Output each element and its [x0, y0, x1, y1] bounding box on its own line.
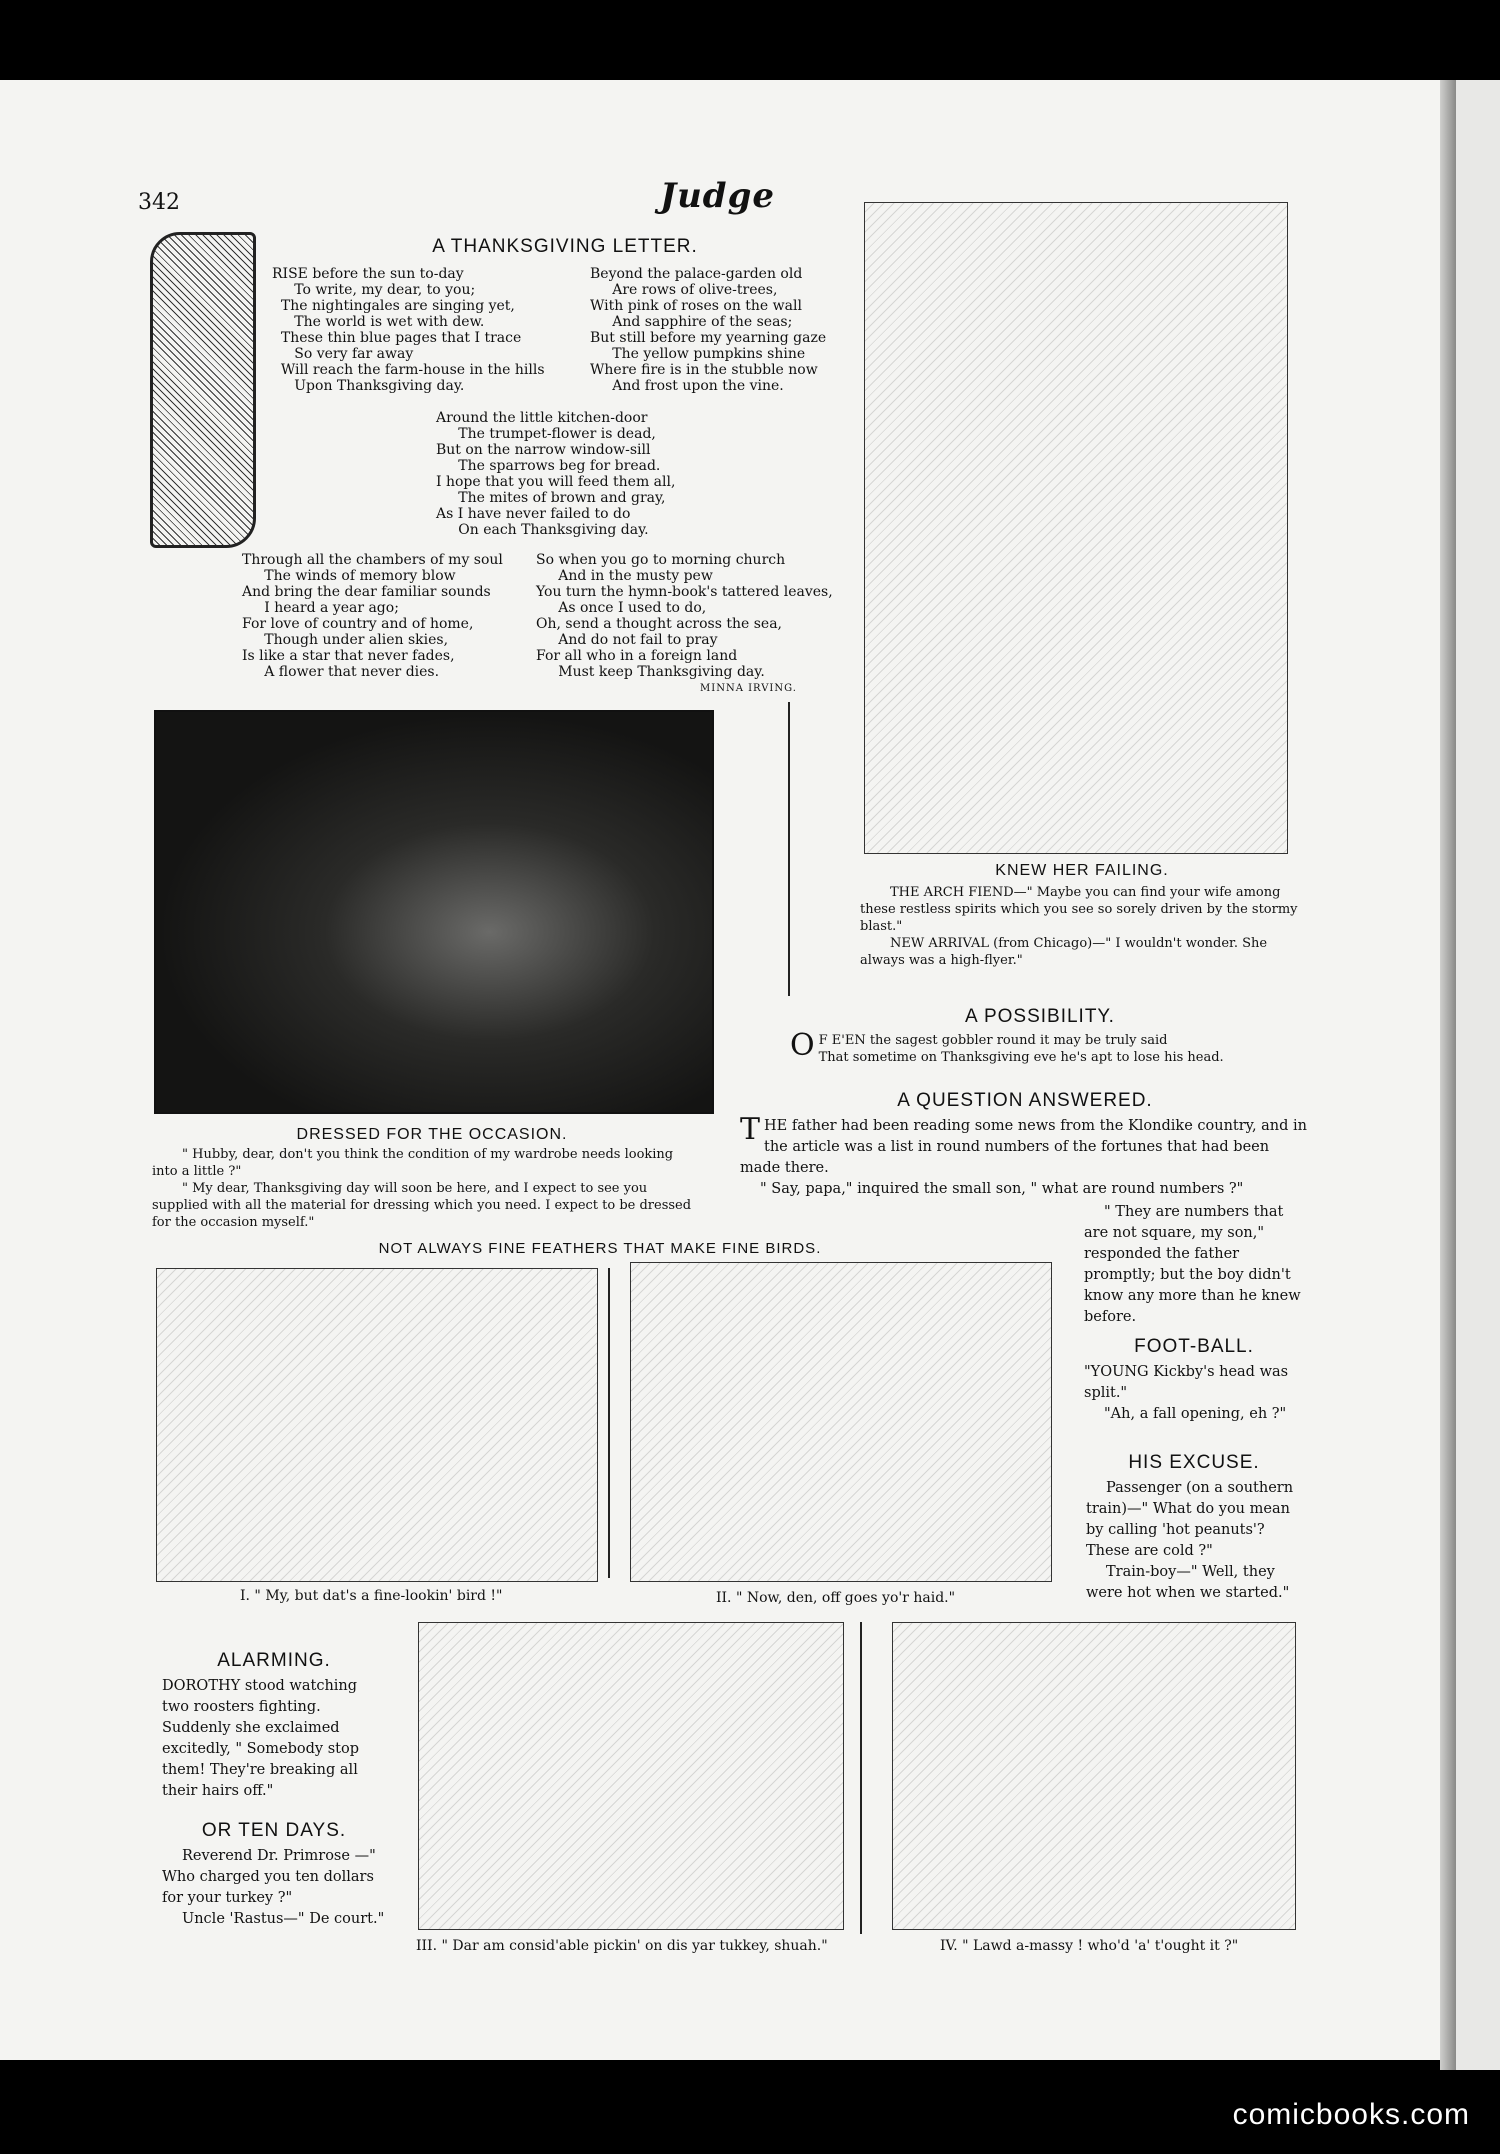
- football-text: [1084, 1362, 1312, 1425]
- knew-her-failing-text: [860, 884, 1306, 969]
- masthead: Judge: [660, 176, 775, 216]
- comic-caption-3: III. " Dar am consid'able pickin' on dis yar tukkey, shuah.": [416, 1938, 828, 1954]
- excuse-title: HIS EXCUSE.: [1128, 1452, 1260, 1473]
- dressed-title: DRESSED FOR THE OCCASION.: [296, 1126, 568, 1143]
- possibility-line-2: That sometime on Thanksgiving eve he's apt to lose his head.: [818, 1050, 1224, 1065]
- turkey-painting: [154, 710, 714, 1114]
- comic-panel-1: [156, 1268, 598, 1582]
- poem-stanza-1: RISE before the sun to-day To write, my dear, to you; The nightingales are singing yet, The world is wet with dew. These thin blue pages that I trace So very far away Will reach the farm-house in the hills Upon Thanksgiving day.: [272, 266, 545, 394]
- next-page-strip: [1456, 80, 1500, 2070]
- possibility-text: [790, 1028, 1310, 1066]
- fine-feathers-title: NOT ALWAYS FINE FEATHERS THAT MAKE FINE BIRDS.: [378, 1240, 822, 1257]
- comic-panel-4: [892, 1622, 1296, 1930]
- ten-days-text: [162, 1846, 386, 1930]
- page-edge: [1440, 80, 1456, 2070]
- arch-fiend-illustration: [864, 202, 1288, 854]
- question-para-1: HE father had been reading some news from the Klondike country, and in the article was a list in round numbers of the fortunes that had been made there.: [740, 1118, 1308, 1176]
- football-line-2: "Ah, a fall opening, eh ?": [1104, 1406, 1287, 1422]
- comic-panel-3: [418, 1622, 844, 1930]
- dressed-line-1: " Hubby, dear, don't you think the condition of my wardrobe needs looking into a little ?": [152, 1147, 674, 1179]
- question-text: [740, 1112, 1308, 1200]
- question-para-2: " Say, papa," inquired the small son, " what are round numbers ?": [760, 1181, 1244, 1197]
- poem-stanza-3: Around the little kitchen-door The trumpet-flower is dead, But on the narrow window-sill The sparrows beg for bread. I hope that you will feed them all, The mites of brown and gray, As I have never failed to do On each Thanksgiving day.: [436, 410, 676, 538]
- question-initial: T: [740, 1112, 761, 1147]
- ten-days-line-1: Reverend Dr. Primrose —" Who charged you ten dollars for your turkey ?": [162, 1848, 376, 1906]
- excuse-text: [1086, 1478, 1312, 1604]
- question-title: A QUESTION ANSWERED.: [897, 1090, 1153, 1111]
- possibility-line-1: F E'EN the sagest gobbler round it may be truly said: [818, 1033, 1168, 1048]
- comic-caption-4: IV. " Lawd a-massy ! who'd 'a' t'ought it ?": [940, 1938, 1239, 1954]
- page-number: 342: [138, 190, 180, 215]
- football-line-1: "YOUNG Kickby's head was split.": [1084, 1364, 1289, 1401]
- question-para-3: " They are numbers that are not square, my son," responded the father promptly; but the boy didn't know any more than he knew before.: [1084, 1204, 1301, 1325]
- possibility-initial: O: [790, 1028, 815, 1063]
- football-title: FOOT-BALL.: [1134, 1336, 1254, 1357]
- poem-stanza-2: Beyond the palace-garden old Are rows of olive-trees, With pink of roses on the wall And sapphire of the seas; But still before my yearning gaze The yellow pumpkins shine Where fire is in the stubble now And frost upon the vine.: [590, 266, 827, 394]
- poem-author: MINNA IRVING.: [700, 683, 797, 694]
- excuse-line-2: Train-boy—" Well, they were hot when we started.": [1086, 1564, 1290, 1601]
- knew-her-failing-line-2: NEW ARRIVAL (from Chicago)—" I wouldn't wonder. She always was a high-flyer.": [860, 936, 1268, 968]
- comic-panel-2: [630, 1262, 1052, 1582]
- thanksgiving-letter-title: A THANKSGIVING LETTER.: [432, 236, 698, 257]
- dressed-line-2: " My dear, Thanksgiving day will soon be here, and I expect to see you supplied with all the material for dressing which you need. I expect to be dressed for the occasion myself.": [152, 1181, 692, 1230]
- ten-days-title: OR TEN DAYS.: [201, 1820, 347, 1841]
- poem-stanza-5: So when you go to morning church And in the musty pew You turn the hymn-book's tattered leaves, As once I used to do, Oh, send a thought across the sea, And do not fail to pray For all who in a foreign land Must keep Thanksgiving day.: [536, 552, 833, 680]
- knew-her-failing-line-1: THE ARCH FIEND—" Maybe you can find your wife among these restless spirits which you see so sorely driven by the stormy blast.": [860, 885, 1298, 934]
- poem-stanza-4: Through all the chambers of my soul The winds of memory blow And bring the dear familiar sounds I heard a year ago; For love of country and of home, Though under alien skies, Is like a star that never fades, A flower that never dies.: [242, 552, 503, 680]
- watermark-brand: comicbooks.com: [1232, 2098, 1470, 2131]
- panel-divider: [608, 1268, 610, 1578]
- alarming-title: ALARMING.: [217, 1650, 331, 1671]
- comic-caption-1: I. " My, but dat's a fine-lookin' bird !": [240, 1588, 503, 1604]
- excuse-line-1: Passenger (on a southern train)—" What do you mean by calling 'hot peanuts'? These are cold ?": [1086, 1480, 1294, 1559]
- ten-days-line-2: Uncle 'Rastus—" De court.": [182, 1911, 385, 1927]
- dressed-text: [152, 1146, 702, 1231]
- alarming-text: DOROTHY stood watching two roosters fighting. Suddenly she exclaimed excitedly, " Somebody stop them! They're breaking all their hairs off.": [162, 1678, 359, 1799]
- possibility-title: A POSSIBILITY.: [965, 1006, 1115, 1027]
- knew-her-failing-title: KNEW HER FAILING.: [995, 862, 1169, 879]
- comic-caption-2: II. " Now, den, off goes yo'r haid.": [716, 1590, 956, 1606]
- ornamental-initial-illustration: [150, 232, 256, 548]
- column-divider: [788, 702, 790, 996]
- panel-divider-2: [860, 1622, 862, 1934]
